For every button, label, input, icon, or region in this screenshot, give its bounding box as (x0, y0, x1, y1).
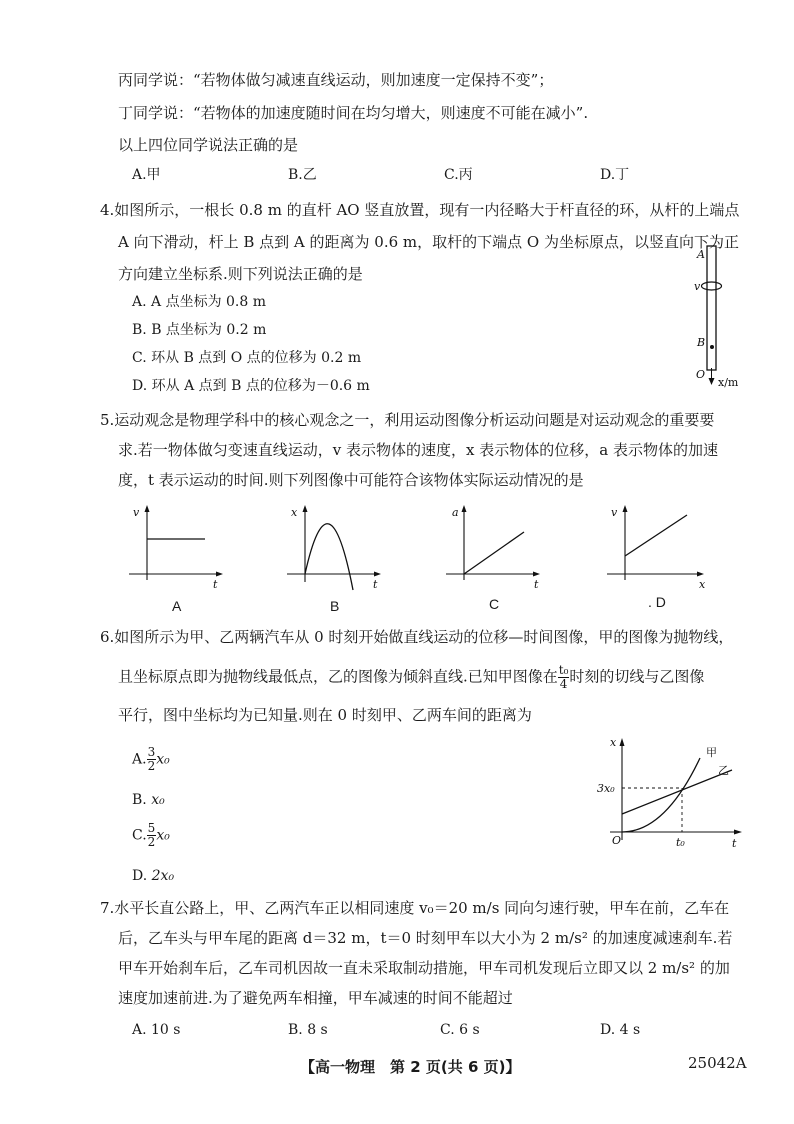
q4-rod-figure (690, 240, 750, 390)
y-label: x (610, 736, 617, 749)
x-label: t (732, 837, 737, 850)
q6-stem-line1: 6.如图所示为甲、乙两辆汽车从 0 时刻开始做直线运动的位移—时间图像，甲的图像为抛物线， (100, 628, 734, 646)
q4-option-b: B. B 点坐标为 0.2 m (132, 322, 267, 338)
fraction-numerator: 3 (147, 745, 156, 759)
y-axis-arrow (303, 505, 308, 512)
label-axis-xm: x/m (718, 376, 739, 389)
q7-stem-line2: 后，乙车头与甲车尾的距离 d＝32 m，t＝0 时刻甲车以大小为 2 m/s² 的加速度减速刹车.若 (118, 929, 733, 947)
q7-stem-line1: 7.水平长直公路上，甲、乙两汽车正以相同速度 v₀＝20 m/s 同向匀速行驶，甲车在前，乙车在 (100, 899, 730, 917)
q5-graph-a (125, 500, 230, 595)
fraction-numerator: 5 (147, 821, 156, 835)
x-label: t (373, 578, 378, 591)
y-axis-arrow (145, 505, 150, 512)
q4-option-c: C. 环从 B 点到 O 点的位移为 0.2 m (132, 350, 362, 366)
y-axis-arrow (462, 505, 467, 512)
q7-stem-line4: 速度加速前进.为了避免两车相撞，甲车减速的时间不能超过 (118, 989, 513, 1007)
y-label: x (291, 506, 298, 519)
q6-stem-line3: 平行，图中坐标均为已知量.则在 0 时刻甲、乙两车间的距离为 (118, 706, 532, 724)
q6-option-d (132, 866, 174, 886)
parabola-jia (622, 758, 700, 832)
q5-stem-line2: 求.若一物体做匀变速直线运动，v 表示物体的速度，x 表示物体的位移，a 表示物体的加速 (118, 441, 718, 459)
option-d: D.丁 (600, 167, 630, 183)
rod (707, 246, 716, 370)
statement-ding: 丁同学说：“若物体的加速度随时间在均匀增大，则速度不可能在减小”. (118, 104, 589, 122)
option-tail: x₀ (156, 751, 170, 768)
q5-caption-b: B (330, 598, 340, 614)
q4-stem-line3: 方向建立坐标系.则下列说法正确的是 (118, 265, 363, 283)
q5-graph-b (283, 500, 388, 595)
q5-graph-d (603, 500, 713, 595)
graph-line (625, 515, 687, 556)
option-c: C.丙 (444, 167, 473, 183)
fraction-denominator: 2 (147, 759, 156, 773)
label-yi: 乙 (718, 764, 729, 777)
label-b: B (697, 336, 706, 349)
q6-stem-line2 (118, 664, 704, 691)
q4-option-a: A. A 点坐标为 0.8 m (132, 294, 267, 310)
y-label: v (133, 506, 140, 519)
x-axis-arrow (734, 830, 742, 835)
q4-stem-line1: 4.如图所示，一根长 0.8 m 的直杆 AO 竖直放置，现有一内径略大于杆直径的环，从杆的上端点 (100, 201, 740, 219)
y-label: a (452, 506, 459, 519)
fraction-t0-over-4 (558, 664, 570, 691)
label-jia: 甲 (706, 746, 717, 759)
fraction-3-over-2 (147, 746, 157, 773)
label-o: O (696, 368, 706, 381)
label-t0: t₀ (676, 836, 685, 849)
q6-option-a (132, 746, 170, 773)
q6-xt-graph (596, 732, 748, 852)
option-b: B.乙 (288, 167, 317, 183)
q6-option-b (132, 790, 165, 810)
q5-caption-d: . D (648, 594, 666, 610)
q7-stem-line3: 甲车开始刹车后，乙车司机因故一直未采取制动措施，甲车司机发现后立即又以 2 m/s² 的加 (118, 959, 730, 977)
x-axis-arrow (216, 572, 223, 577)
x-label: t (213, 578, 218, 591)
q5-caption-a: A (172, 598, 182, 614)
x-axis-arrow (374, 572, 381, 577)
ring (702, 282, 722, 290)
option-text: x₀ (151, 792, 165, 808)
graph-line (464, 532, 524, 574)
label-a: A (697, 248, 705, 261)
q5-graph-c (442, 500, 547, 595)
line-yi (622, 770, 732, 814)
y-label: v (611, 506, 618, 519)
fraction-denominator: 4 (559, 677, 568, 691)
label-v: v (694, 280, 701, 293)
origin-label: O (612, 834, 622, 847)
q7-option-c: C. 6 s (440, 1022, 480, 1038)
point-b-dot (710, 345, 714, 349)
graph-curve (305, 524, 353, 590)
x-label: x (699, 578, 706, 591)
x-label: t (534, 578, 539, 591)
x-axis-arrow (697, 572, 704, 577)
q4-option-d: D. 环从 A 点到 B 点的位移为－0.6 m (132, 378, 370, 394)
fraction-denominator: 2 (147, 835, 156, 849)
q4-stem-line2: A 向下滑动，杆上 B 点到 A 的距离为 0.6 m，取杆的下端点 O 为坐标原点，以竖直向下为正 (118, 233, 739, 251)
fraction-5-over-2 (147, 822, 157, 849)
option-tail: x₀ (156, 827, 170, 844)
option-label: B. (132, 792, 147, 808)
option-a: A.甲 (132, 167, 161, 183)
fraction-numerator: t₀ (558, 663, 569, 677)
y-axis-arrow (623, 505, 628, 512)
statement-bing: 丙同学说：“若物体做匀减速直线运动，则加速度一定保持不变”； (118, 71, 554, 89)
option-text: 2x₀ (151, 868, 175, 884)
q6-stem-line2-post: 时刻的切线与乙图像 (569, 667, 705, 686)
q6-option-c (132, 822, 170, 849)
q7-option-a: A. 10 s (132, 1022, 181, 1038)
q5-stem-line1: 5.运动观念是物理学科中的核心观念之一，利用运动图像分析运动问题是对运动观念的重要要 (100, 411, 715, 429)
option-label: D. (132, 868, 148, 884)
x-axis-arrow (709, 378, 715, 385)
q5-stem-line3: 度，t 表示运动的时间.则下列图像中可能符合该物体实际运动情况的是 (118, 471, 584, 489)
y-axis-arrow (620, 738, 625, 746)
label-3x0: 3x₀ (597, 782, 615, 795)
q7-option-d: D. 4 s (600, 1022, 641, 1038)
x-axis-arrow (533, 572, 540, 577)
question-prompt: 以上四位同学说法正确的是 (118, 136, 299, 154)
q6-stem-line2-pre: 且坐标原点即为抛物线最低点，乙的图像为倾斜直线.已知甲图像在 (118, 667, 558, 686)
option-label: A. (132, 751, 147, 768)
paper-code: 25042A (688, 1054, 747, 1072)
page-footer: 【高一物理 第 2 页(共 6 页)】 (300, 1058, 521, 1076)
q7-option-b: B. 8 s (288, 1022, 328, 1038)
q5-caption-c: C (489, 596, 500, 612)
option-label: C. (132, 827, 147, 844)
